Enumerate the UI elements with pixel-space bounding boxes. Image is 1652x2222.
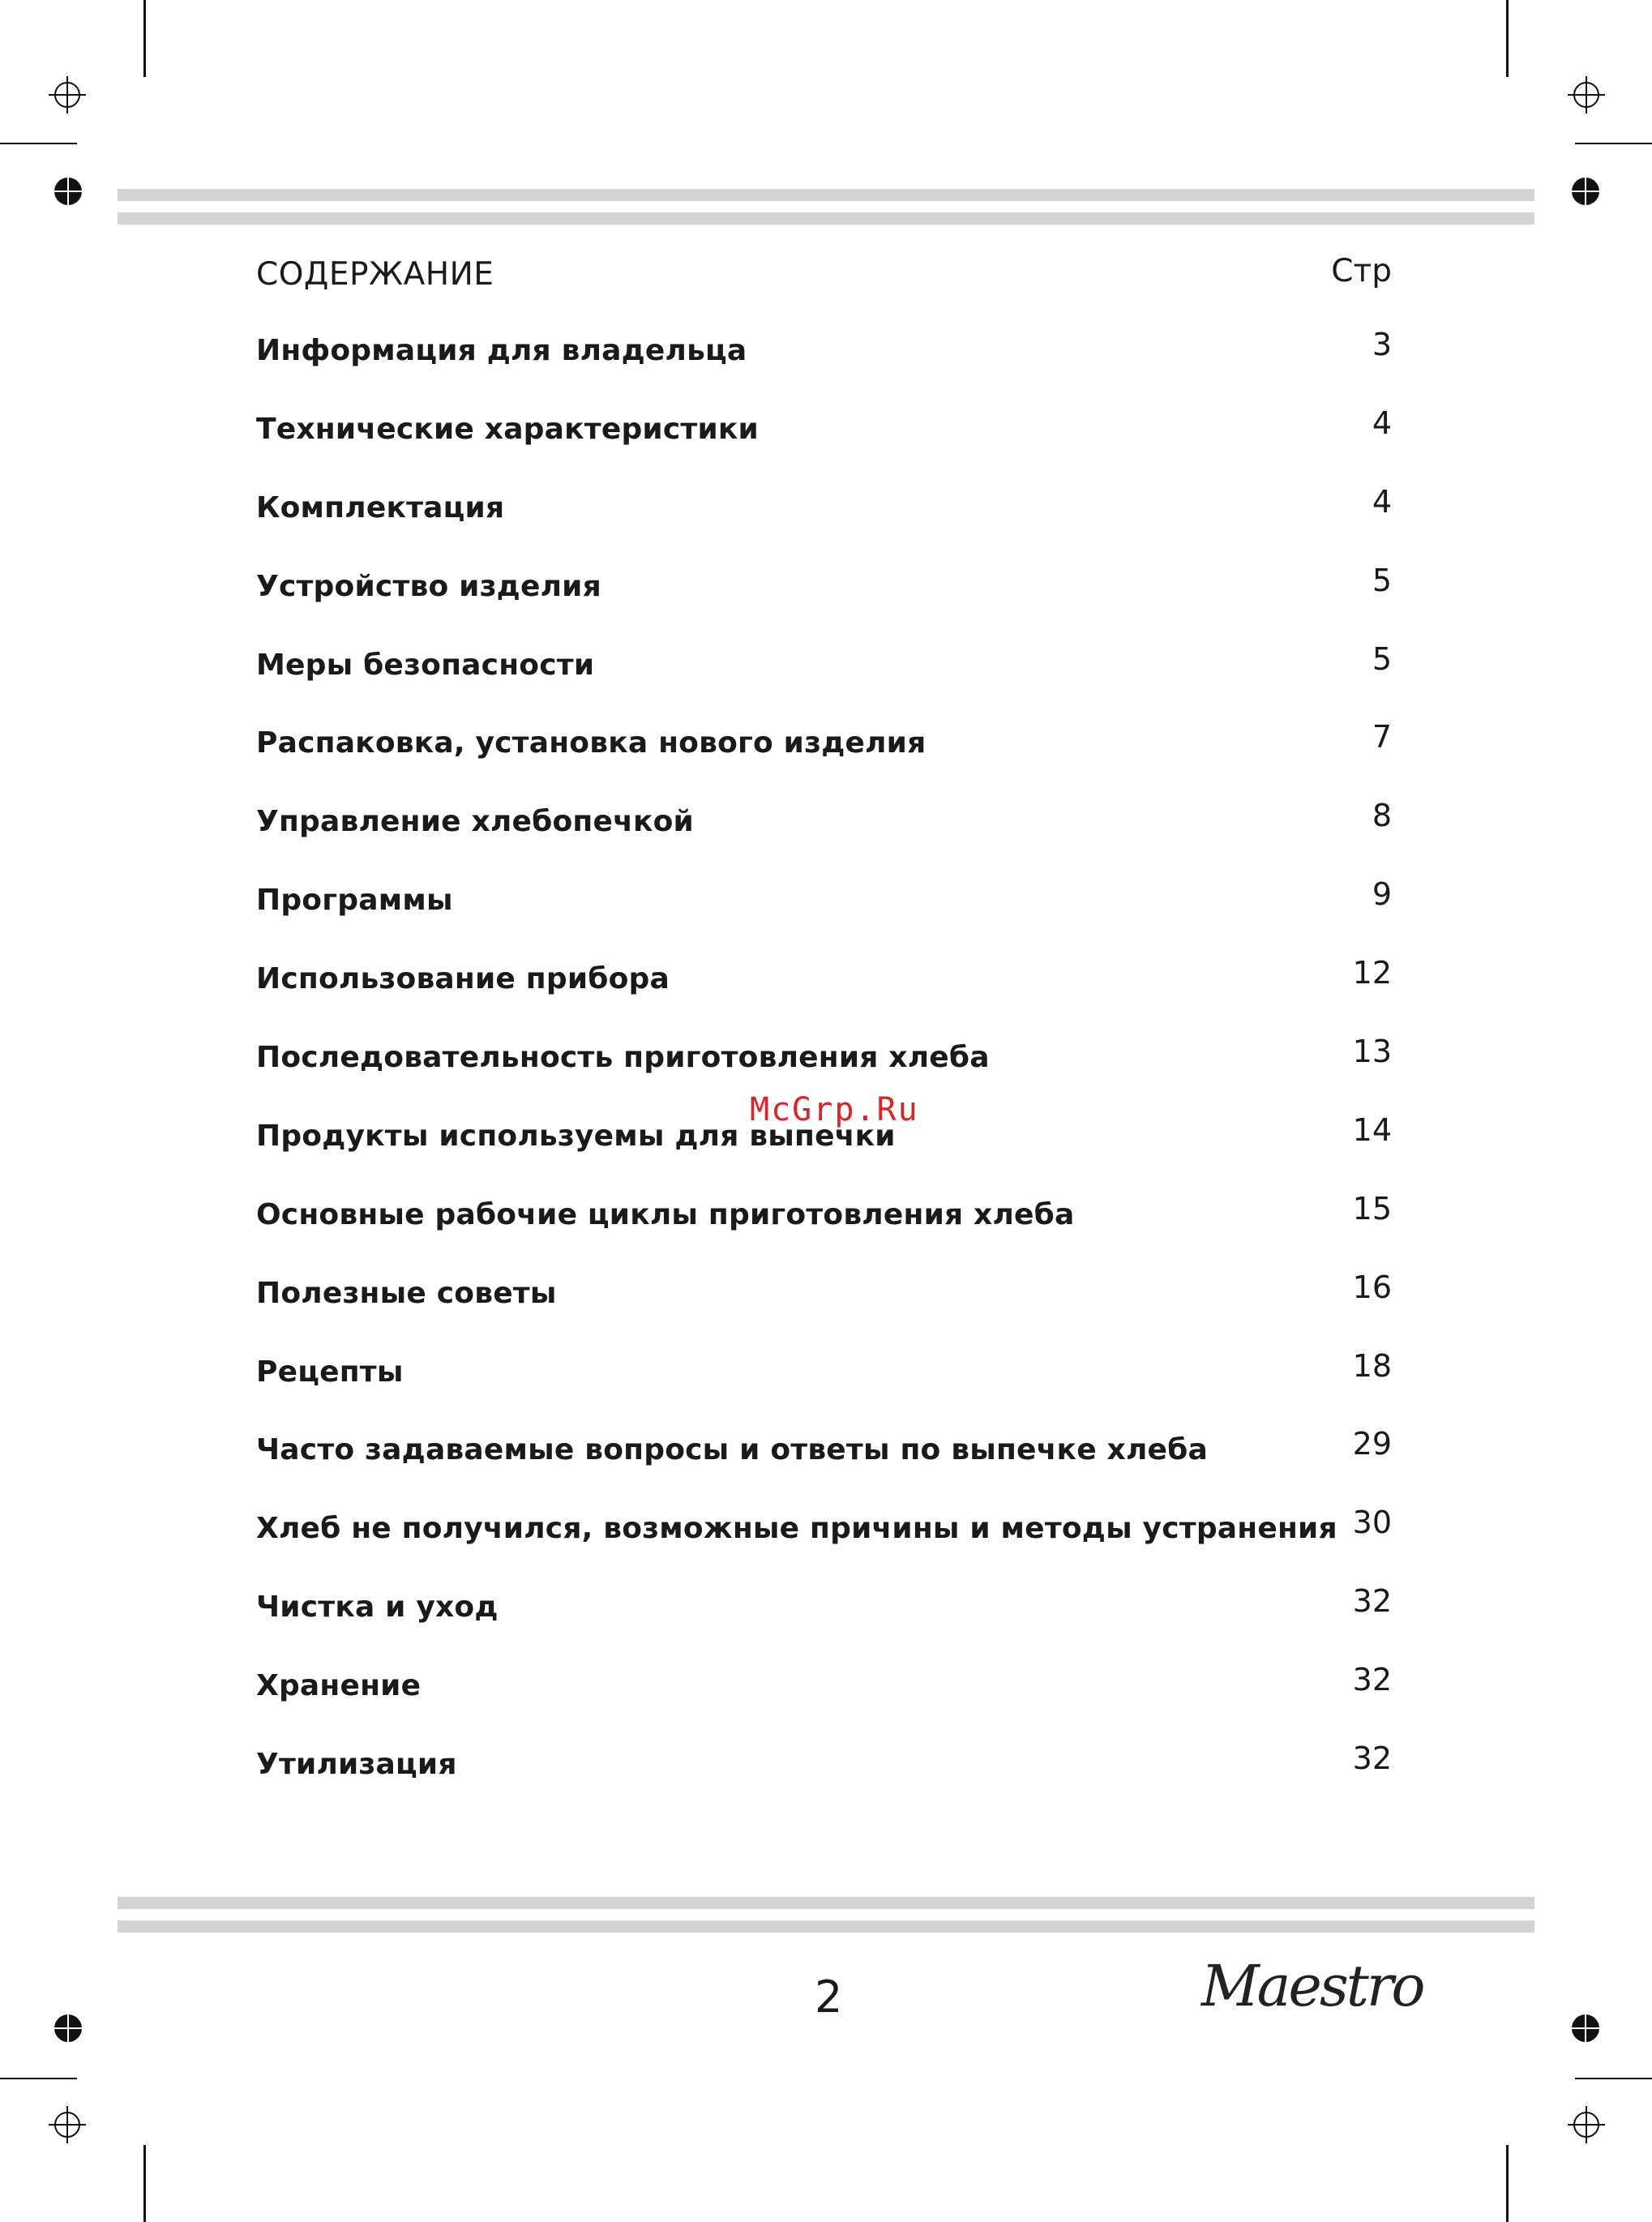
toc-entry-title: Основные рабочие циклы приготовления хлеба (256, 1197, 1075, 1231)
toc-entry-page: 7 (1372, 719, 1392, 756)
toc-entry-title: Полезные советы (256, 1276, 557, 1310)
toc-entry-page: 29 (1352, 1426, 1392, 1462)
toc-entry-page: 5 (1372, 562, 1392, 598)
crop-mark (1506, 0, 1509, 77)
registration-mark-icon (49, 76, 86, 113)
watermark-text[interactable]: McGrp.Ru (750, 1091, 919, 1128)
crop-mark (0, 143, 77, 144)
toc-entry-title: Чистка и уход (256, 1591, 499, 1625)
toc-entry-page: 15 (1352, 1190, 1392, 1227)
toc-entry-title: Хлеб не получился, возможные причины и методы устранения (256, 1512, 1337, 1546)
crop-mark (1575, 2078, 1652, 2079)
toc-entry-page: 3 (1372, 327, 1392, 362)
toc-entry[interactable] (256, 483, 1392, 567)
page-number: 2 (815, 1972, 843, 2023)
toc-entry[interactable] (256, 1269, 1392, 1352)
toc-entry-title: Программы (256, 884, 453, 918)
toc-entry-title: Часто задаваемые вопросы и ответы по выпечке хлеба (256, 1433, 1208, 1467)
footer-divider (118, 1920, 1534, 1933)
toc-entry-title: Утилизация (256, 1748, 457, 1782)
crop-mark (1506, 2145, 1509, 2222)
registration-dot-icon (1571, 177, 1600, 206)
toc-entry-page: 18 (1352, 1347, 1392, 1384)
toc-entry-page: 32 (1352, 1740, 1392, 1777)
crop-mark (143, 0, 146, 77)
toc-entry-page: 16 (1352, 1269, 1392, 1305)
toc-entry-page: 4 (1372, 483, 1392, 520)
toc-entry[interactable] (256, 955, 1392, 1038)
registration-mark-icon (1568, 2106, 1605, 2143)
toc-entry[interactable] (256, 1740, 1392, 1823)
brand-logo: Maestro (1201, 1953, 1423, 2019)
toc-entry-page: 4 (1372, 405, 1392, 441)
toc-entry-page: 32 (1352, 1583, 1392, 1620)
toc-entry[interactable] (256, 1347, 1392, 1431)
toc-page-column-label: Стр (1331, 253, 1392, 289)
header-divider (118, 212, 1534, 225)
registration-mark-icon (49, 2106, 86, 2143)
registration-dot-icon (1571, 2014, 1600, 2043)
crop-mark (143, 2145, 146, 2222)
toc-entry[interactable] (256, 640, 1392, 724)
toc-entry-title: Последовательность приготовления хлеба (256, 1041, 990, 1075)
toc-entry[interactable] (256, 798, 1392, 880)
registration-dot-icon (53, 2014, 83, 2043)
toc-entry-title: Использование прибора (256, 962, 670, 996)
toc-entry-title: Меры безопасности (256, 648, 595, 682)
toc-entry-title: Продукты используемы для выпечки (256, 1119, 896, 1153)
crop-mark (0, 2078, 77, 2079)
footer-divider (118, 1897, 1534, 1909)
toc-entry[interactable] (256, 876, 1392, 959)
toc-entry[interactable] (256, 1505, 1392, 1587)
toc-entry-page: 5 (1372, 640, 1392, 677)
toc-heading: СОДЕРЖАНИЕ (256, 256, 494, 293)
toc-entry-page: 30 (1352, 1505, 1392, 1541)
toc-entry-page: 13 (1352, 1034, 1392, 1070)
toc-entry-title: Распаковка, установка нового изделия (256, 726, 927, 760)
toc-entry[interactable] (256, 719, 1392, 802)
toc-entry-title: Комплектация (256, 490, 505, 524)
toc-entry[interactable] (256, 327, 1392, 409)
toc-entry-title: Рецепты (256, 1355, 404, 1389)
toc-entry-page: 8 (1372, 798, 1392, 834)
toc-entry-page: 12 (1352, 955, 1392, 991)
toc-entry-page: 9 (1372, 876, 1392, 913)
registration-dot-icon (53, 177, 83, 206)
toc-entry-title: Технические характеристики (256, 412, 759, 446)
toc-entry[interactable] (256, 1426, 1392, 1509)
toc-entry[interactable] (256, 405, 1392, 488)
toc-entry-title: Управление хлебопечкой (256, 805, 694, 839)
toc-entry-title: Хранение (256, 1669, 422, 1703)
toc-entry-page: 32 (1352, 1662, 1392, 1698)
toc-entry-page: 14 (1352, 1111, 1392, 1148)
toc-entry-title: Информация для владельца (256, 334, 747, 367)
toc-entry[interactable] (256, 1583, 1392, 1666)
crop-mark (1575, 143, 1652, 144)
toc-entry-title: Устройство изделия (256, 569, 601, 603)
toc-entry[interactable] (256, 1662, 1392, 1745)
toc-entry[interactable] (256, 562, 1392, 645)
toc-entry[interactable] (256, 1190, 1392, 1274)
toc-list (256, 327, 1392, 1823)
registration-mark-icon (1568, 76, 1605, 113)
header-divider (118, 189, 1534, 201)
